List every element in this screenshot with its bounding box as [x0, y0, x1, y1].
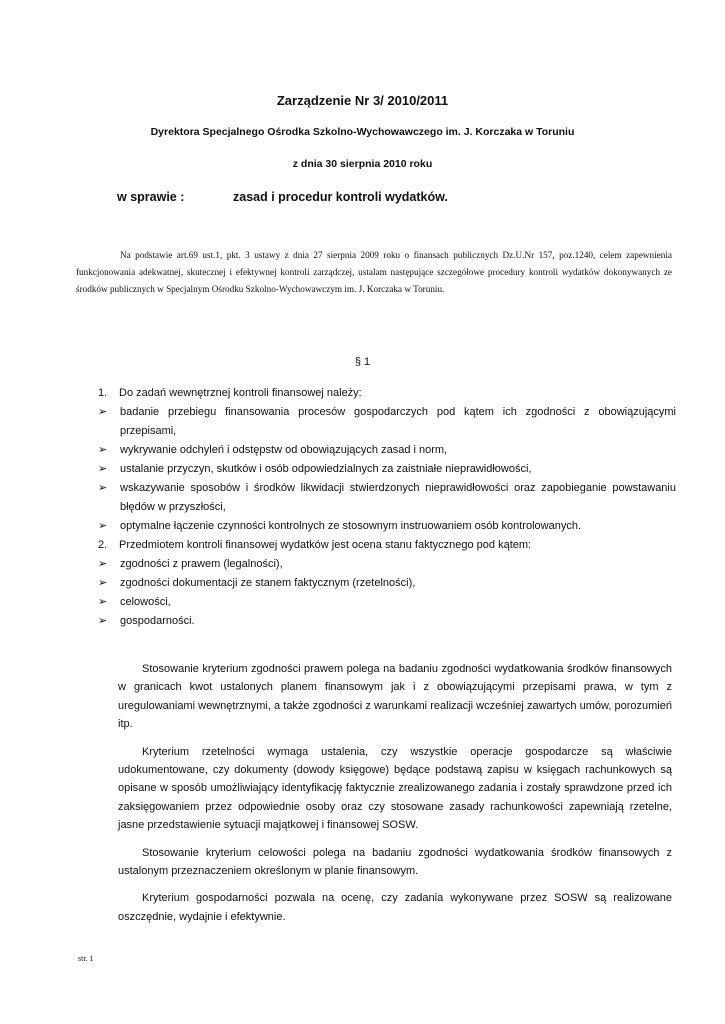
arrow-bullet-icon: ➢ [98, 577, 108, 589]
bullet-text: ustalanie przyczyn, skutków i osób odpowiedzialnych za zaistniałe nieprawidłowości, [120, 463, 532, 475]
arrow-bullet-icon: ➢ [98, 615, 108, 627]
arrow-bullet-icon: ➢ [98, 558, 108, 570]
list-item-number: 2. [98, 539, 108, 551]
bullet-text: zgodności dokumentacji ze stanem faktycznym (rzetelności), [120, 577, 416, 589]
body-paragraph: Stosowanie kryterium celowości polega na badaniu zgodności wydatkowania środków finansowych z ustalonym przeznaczeniem określonym w planie finansowym. [118, 846, 672, 878]
bullet-list [76, 555, 676, 631]
bullet-text: wskazywanie sposobów i środków likwidacji stwierdzonych nieprawidłowości oraz zapobieganie powstawaniu błędów w przyszłości, [120, 482, 676, 513]
bullet-text: celowości, [120, 596, 171, 608]
bullet-item [76, 460, 676, 479]
list-item [76, 384, 676, 403]
bullet-text: optymalne łączenie czynności kontrolnych ze stosownym instruowaniem osób kontrolowanych. [120, 520, 582, 532]
bullet-text: gospodarności. [120, 615, 195, 627]
bullet-item [76, 403, 676, 441]
document-subject [117, 190, 448, 204]
arrow-bullet-icon: ➢ [98, 406, 108, 418]
body-paragraph: Stosowanie kryterium zgodności prawem polega na badaniu zgodności wydatkowania środków finansowych w granicach kwot ustalonych planem finansowym jak i z obowiązującymi przepisami prawa, w tym z uregulowaniami wewnętrznymi, a także zgodności z warunkami realizacji wcześniej zawartych umów, porozumień itp. [118, 663, 672, 731]
section-heading: § 1 [354, 356, 371, 368]
subject-label: w sprawie : [117, 190, 185, 204]
subject-text: zasad i procedur kontroli wydatków. [233, 190, 448, 204]
intro-paragraph: Na podstawie art.69 ust.1, pkt. 3 ustawy z dnia 27 sierpnia 2009 roku o finansach publicznych Dz.U.Nr 157, poz.1240, celem zapewnienia funkcjonowania adekwatnej, skutecznej i efektywnej kontroli zarządczej, ustalam następujące szczegółowe procedury kontroli wydatków dokonywanych ze środków publicznych w Specjalnym Ośrodku Szkolno-Wychowawczym im. J. Korczaka w Toruniu. [76, 250, 672, 294]
bullet-text: zgodności z prawem (legalności), [120, 558, 283, 570]
body-paragraph: Kryterium gospodarności pozwala na ocenę, czy zadania wykonywane przez SOSW są realizowane oszczędnie, wydajnie i efektywnie. [118, 892, 672, 923]
arrow-bullet-icon: ➢ [98, 596, 108, 608]
document-title: Zarządzenie Nr 3/ 2010/2011 [276, 93, 449, 108]
bullet-item [76, 612, 676, 631]
bullet-text: badanie przebiegu finansowania procesów gospodarczych pod kątem ich zgodności z obowiązującymi przepisami, [120, 406, 676, 437]
arrow-bullet-icon: ➢ [98, 463, 108, 475]
page-number: str. 1 [78, 954, 94, 963]
bullet-item [76, 555, 676, 574]
arrow-bullet-icon: ➢ [98, 444, 108, 456]
bullet-item [76, 517, 676, 536]
bullet-item [76, 479, 676, 517]
bullet-list [76, 403, 676, 536]
bullet-item [76, 441, 676, 460]
bullet-text: wykrywanie odchyleń i odstępstw od obowiązujących zasad i norm, [120, 444, 448, 456]
arrow-bullet-icon: ➢ [98, 520, 108, 532]
arrow-bullet-icon: ➢ [98, 482, 108, 494]
list-item [76, 536, 676, 555]
document-date: z dnia 30 sierpnia 2010 roku [292, 158, 433, 170]
list-item-text: Do zadań wewnętrznej kontroli finansowej należy: [119, 387, 362, 399]
document-issuer: Dyrektora Specjalnego Ośrodka Szkolno-Wychowawczego im. J. Korczaka w Toruniu [150, 126, 575, 138]
list-item-text: Przedmiotem kontroli finansowej wydatków jest ocena stanu faktycznego pod kątem: [119, 539, 532, 551]
body-paragraphs [118, 660, 672, 935]
body-paragraph: Kryterium rzetelności wymaga ustalenia, czy wszystkie operacje gospodarcze są właściwie udokumentowane, czy dokumenty (dowody księgowe) będące podstawą zapisu w księgach rachunkowych są opisane w sposób umożliwiający identyfikację faktycznie zrealizowanego zadania i zostały sprawdzone przed ich zaksięgowaniem przez odpowiednie osoby oraz czy stosowane zasady rachunkowości zapewniają rzetelne, jasne przedstawienie sytuacji majątkowej i finansowej SOSW. [118, 745, 672, 832]
list-item-number: 1. [98, 387, 108, 399]
bullet-item [76, 574, 676, 593]
bullet-item [76, 593, 676, 612]
numbered-list [76, 384, 676, 631]
